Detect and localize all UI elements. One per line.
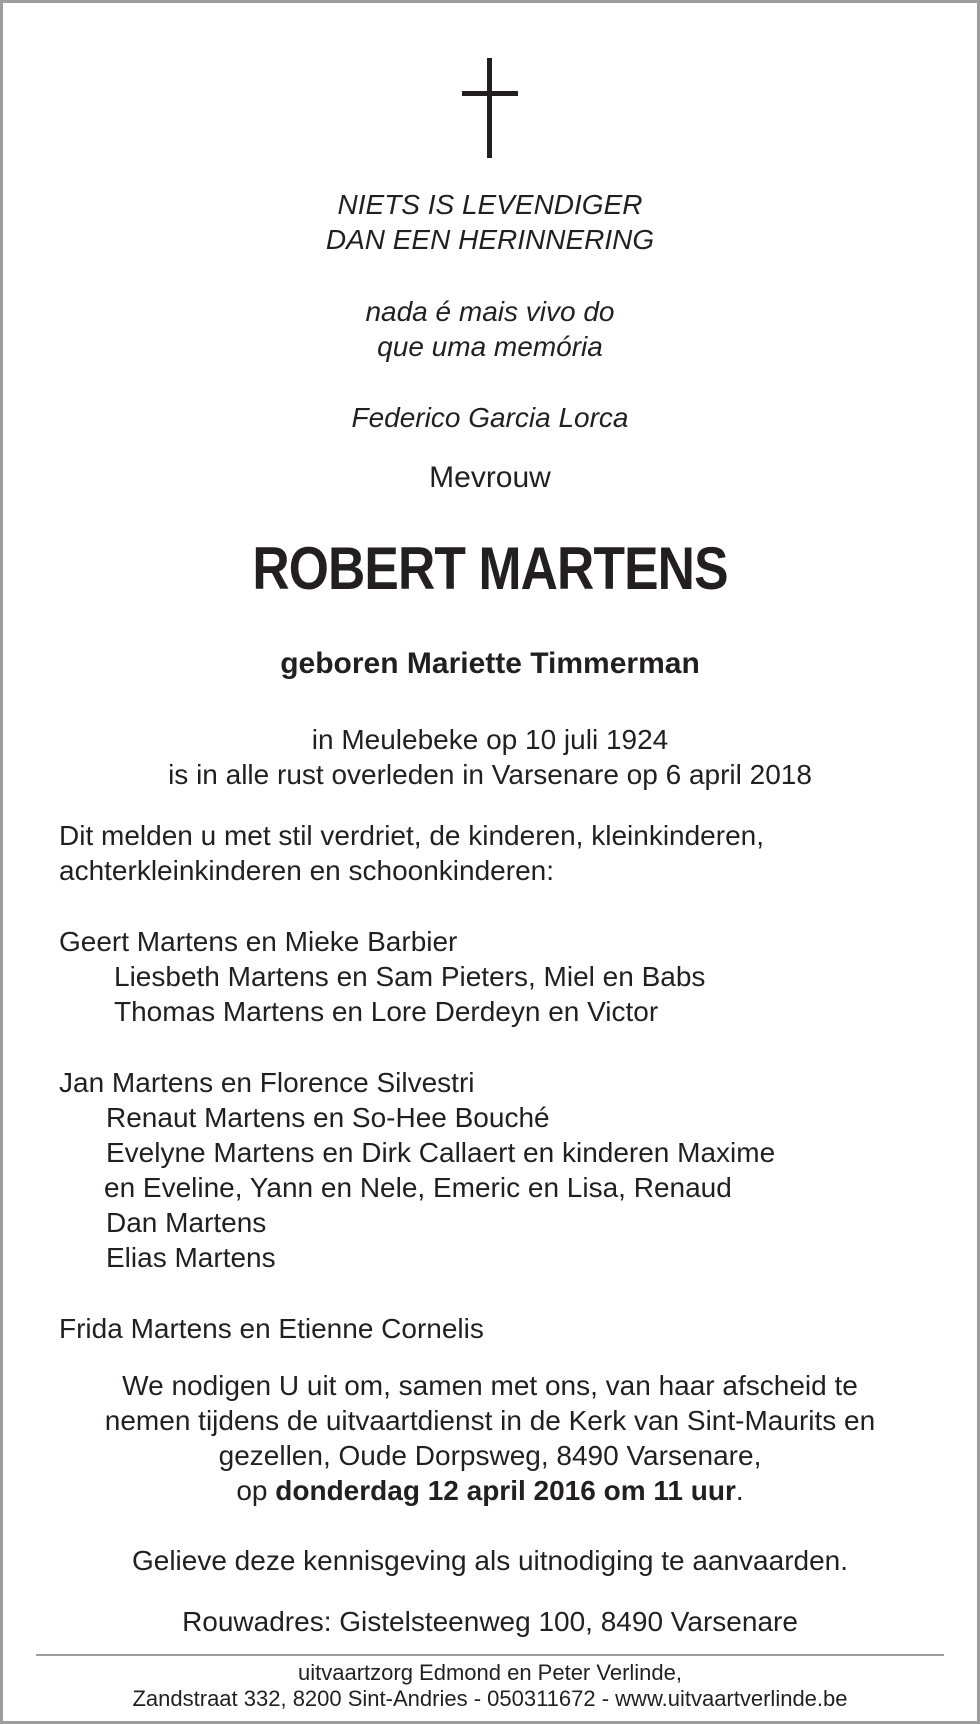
invitation-line-2: nemen tijdens de uitvaartdienst in de Kerk van Sint-Maurits en	[104, 1405, 876, 1436]
family-group-1-member: Thomas Martens en Lore Derdeyn en Victor	[114, 996, 659, 1027]
motto-dutch-line-1: NIETS IS LEVENDIGER	[337, 189, 643, 220]
salutation: Mevrouw	[429, 461, 551, 494]
family-group-2-head: Jan Martens en Florence Silvestri	[59, 1067, 475, 1098]
mourning-address: Rouwadres: Gistelsteenweg 100, 8490 Varsenare	[182, 1606, 798, 1637]
invitation-suffix: .	[735, 1475, 744, 1506]
invitation-line-3: gezellen, Oude Dorpsweg, 8490 Varsenare,	[218, 1440, 762, 1471]
family-group-1-head: Geert Martens en Mieke Barbier	[59, 926, 458, 957]
family-group-2-member: Dan Martens	[106, 1207, 267, 1238]
cross-icon	[0, 0, 980, 170]
motto-dutch-line-2: DAN EEN HERINNERING	[325, 224, 655, 255]
deceased-name: ROBERT MARTENS	[252, 535, 728, 602]
birth-line: in Meulebeke op 10 juli 1924	[311, 724, 669, 755]
family-group-1-member: Liesbeth Martens en Sam Pieters, Miel en Babs	[114, 961, 706, 992]
notice: Gelieve deze kennisgeving als uitnodiging te aanvaarden.	[131, 1545, 849, 1576]
motto-portuguese-line-1: nada é mais vivo do	[365, 296, 615, 327]
family-group-2-member: Renaut Martens en So-Hee Bouché	[106, 1102, 550, 1133]
footer-divider	[36, 1654, 944, 1656]
motto-portuguese-line-2: que uma memória	[377, 331, 603, 362]
maiden-name: geboren Mariette Timmerman	[280, 647, 700, 680]
invitation-prefix: op	[236, 1475, 268, 1506]
ceremony-date: donderdag 12 april 2016 om 11 uur	[275, 1475, 736, 1506]
family-group-2-member: Elias Martens	[106, 1242, 276, 1273]
announcement-line-2: achterkleinkinderen en schoonkinderen:	[59, 855, 554, 886]
family-group-2-member: Evelyne Martens en Dirk Callaert en kinderen Maxime	[106, 1137, 776, 1168]
death-line: is in alle rust overleden in Varsenare op 6 april 2018	[168, 759, 812, 790]
funeral-home-contact: Zandstraat 332, 8200 Sint-Andries - 050311672 - www.uitvaartverlinde.be	[132, 1686, 848, 1711]
family-group-2-member: en Eveline, Yann en Nele, Emeric en Lisa, Renaud	[104, 1172, 732, 1203]
announcement-line-1: Dit melden u met stil verdriet, de kinderen, kleinkinderen,	[59, 820, 765, 851]
funeral-home-name: uitvaartzorg Edmond en Peter Verlinde,	[297, 1660, 682, 1685]
invitation-line-1: We nodigen U uit om, samen met ons, van haar afscheid te	[122, 1370, 858, 1401]
motto-author: Federico Garcia Lorca	[351, 402, 629, 433]
invitation-line-4	[0, 1473, 980, 1509]
family-group-3-head: Frida Martens en Etienne Cornelis	[59, 1313, 484, 1344]
